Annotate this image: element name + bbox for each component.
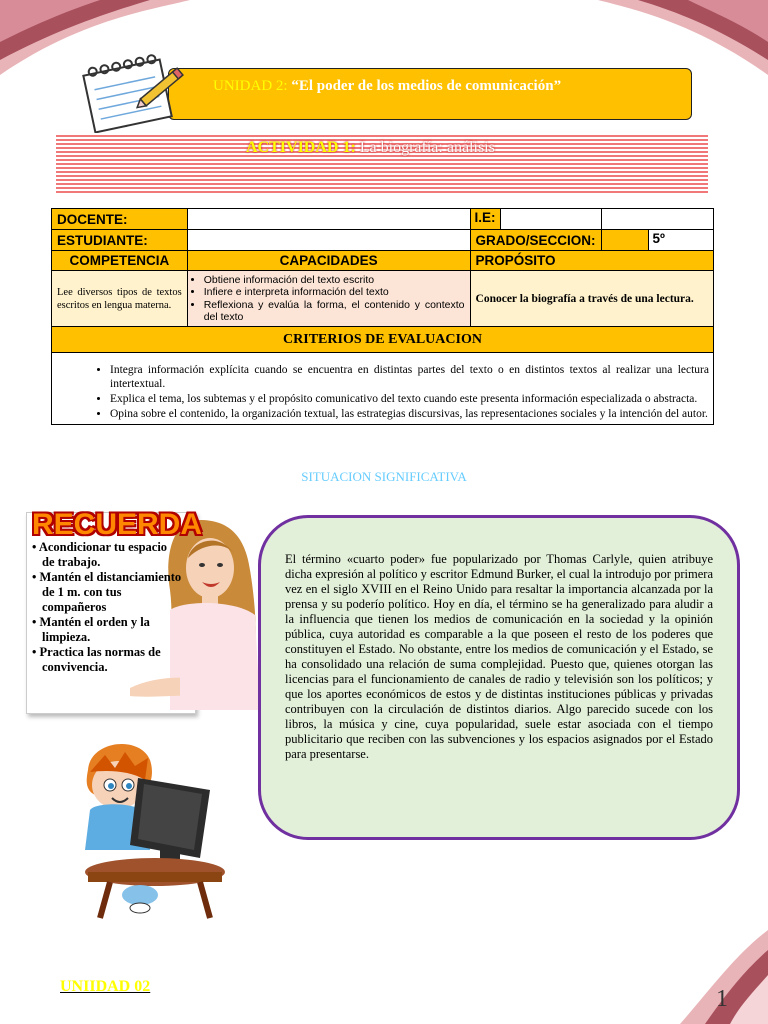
grado-value: 5º bbox=[648, 230, 713, 250]
estudiante-field[interactable] bbox=[187, 230, 470, 251]
proposito-text: Conocer la biografía a través de una lectura. bbox=[470, 271, 713, 327]
proposito-header: PROPÓSITO bbox=[470, 251, 713, 271]
activity-label: ACTIVIDAD 1: bbox=[246, 139, 356, 156]
capacidad-item: • Reflexiona y evalúa la forma, el contenido y contexto del texto bbox=[204, 299, 465, 324]
unit-title-text: “El poder de los medios de comunicación” bbox=[291, 78, 562, 94]
situacion-title: SITUACION SIGNIFICATIVA bbox=[301, 469, 467, 484]
activity-title-text: La biografía: análisis bbox=[359, 139, 495, 156]
docente-field[interactable] bbox=[187, 209, 470, 230]
recuerda-item: • Acondicionar tu espacio de trabajo. bbox=[32, 540, 168, 569]
unidad-footer: UNIIDAD 02 bbox=[60, 978, 151, 995]
unit-label: UNIDAD 2: bbox=[213, 78, 288, 94]
ie-label bbox=[470, 209, 601, 230]
boy-computer-illustration bbox=[60, 740, 225, 920]
recuerda-item: • Mantén el distanciamiento de 1 m. con tus compañeros bbox=[32, 570, 182, 614]
ie-label-text: I.E: bbox=[471, 209, 501, 229]
criterio-item: • Opina sobre el contenido, la organización textual, las estrategias discursivas, las representaciones sociales y la intención del autor. bbox=[110, 407, 709, 421]
recuerda-list bbox=[32, 540, 182, 675]
unit-title bbox=[213, 78, 561, 95]
criterio-item: • Integra información explícita cuando se encuentra en distintas partes del texto o en distintos textos al realizar una lectura intertextual. bbox=[110, 363, 709, 391]
unit-banner bbox=[168, 68, 692, 120]
capacidad-item: • Obtiene información del texto escrito bbox=[204, 274, 465, 287]
capacidades-header: CAPACIDADES bbox=[187, 251, 470, 271]
grado-field[interactable] bbox=[601, 230, 713, 251]
recuerda-title: RECUERDA bbox=[32, 508, 203, 541]
recuerda-item: • Practica las normas de convivencia. bbox=[32, 645, 161, 674]
capacidades-list bbox=[187, 271, 470, 327]
ie-field[interactable] bbox=[601, 209, 713, 230]
page-number: 1 bbox=[716, 986, 728, 1012]
info-table bbox=[51, 208, 714, 425]
competencia-header: COMPETENCIA bbox=[52, 251, 188, 271]
situacion-text: El término «cuarto poder» fue popularizado por Thomas Carlyle, quien atribuye dicha expresión al político y escritor Edmund Burker, el cual la introdujo por primera vez en el siglo XVIII en el Reino Unido para resaltar la importancia alcanzada por la prensa y su poderío político. Hoy en día, el término se ha generalizado para aludir a la influencia que tienen los medios de comunicación en la sociedad y la opinión pública, cuya autoridad es comparable a la que poseen el resto de los poderes que constituyen el Estado. No obstante, entre los medios de comunicación y el Estado, se ha consolidado una relación de suma complejidad. Puesto que, quienes otorgan las licencias para el funcionamiento de canales de radio y televisión son los políticos; y que los aportes económicos de estos y de distintas instituciones públicas y privadas contribuyen con la circulación de distintos diarios. Algo parecido sucede con los libros, la música y cine, cuya popularidad, suele estar asociada con el tiempo publicitario que reciben con las subvenciones y los espacios asignados por el Estado para presentarse. bbox=[285, 552, 713, 761]
competencia-text: Lee diversos tipos de textos escritos en lengua materna. bbox=[52, 271, 188, 327]
activity-band bbox=[56, 133, 708, 193]
docente-label: DOCENTE: bbox=[52, 209, 188, 230]
grado-label: GRADO/SECCION: bbox=[470, 230, 601, 251]
activity-title bbox=[246, 139, 495, 157]
recuerda-item: • Mantén el orden y la limpieza. bbox=[32, 615, 150, 644]
criterio-item: • Explica el tema, los subtemas y el propósito comunicativo del texto cuando este presenta información especializada o abstracta. bbox=[110, 392, 709, 406]
criterios-title: CRITERIOS DE EVALUACION bbox=[52, 327, 714, 353]
estudiante-label: ESTUDIANTE: bbox=[52, 230, 188, 251]
notepad-icon bbox=[78, 52, 186, 134]
capacidad-item: • Infiere e interpreta información del texto bbox=[204, 286, 465, 299]
criterios-list bbox=[52, 353, 714, 425]
